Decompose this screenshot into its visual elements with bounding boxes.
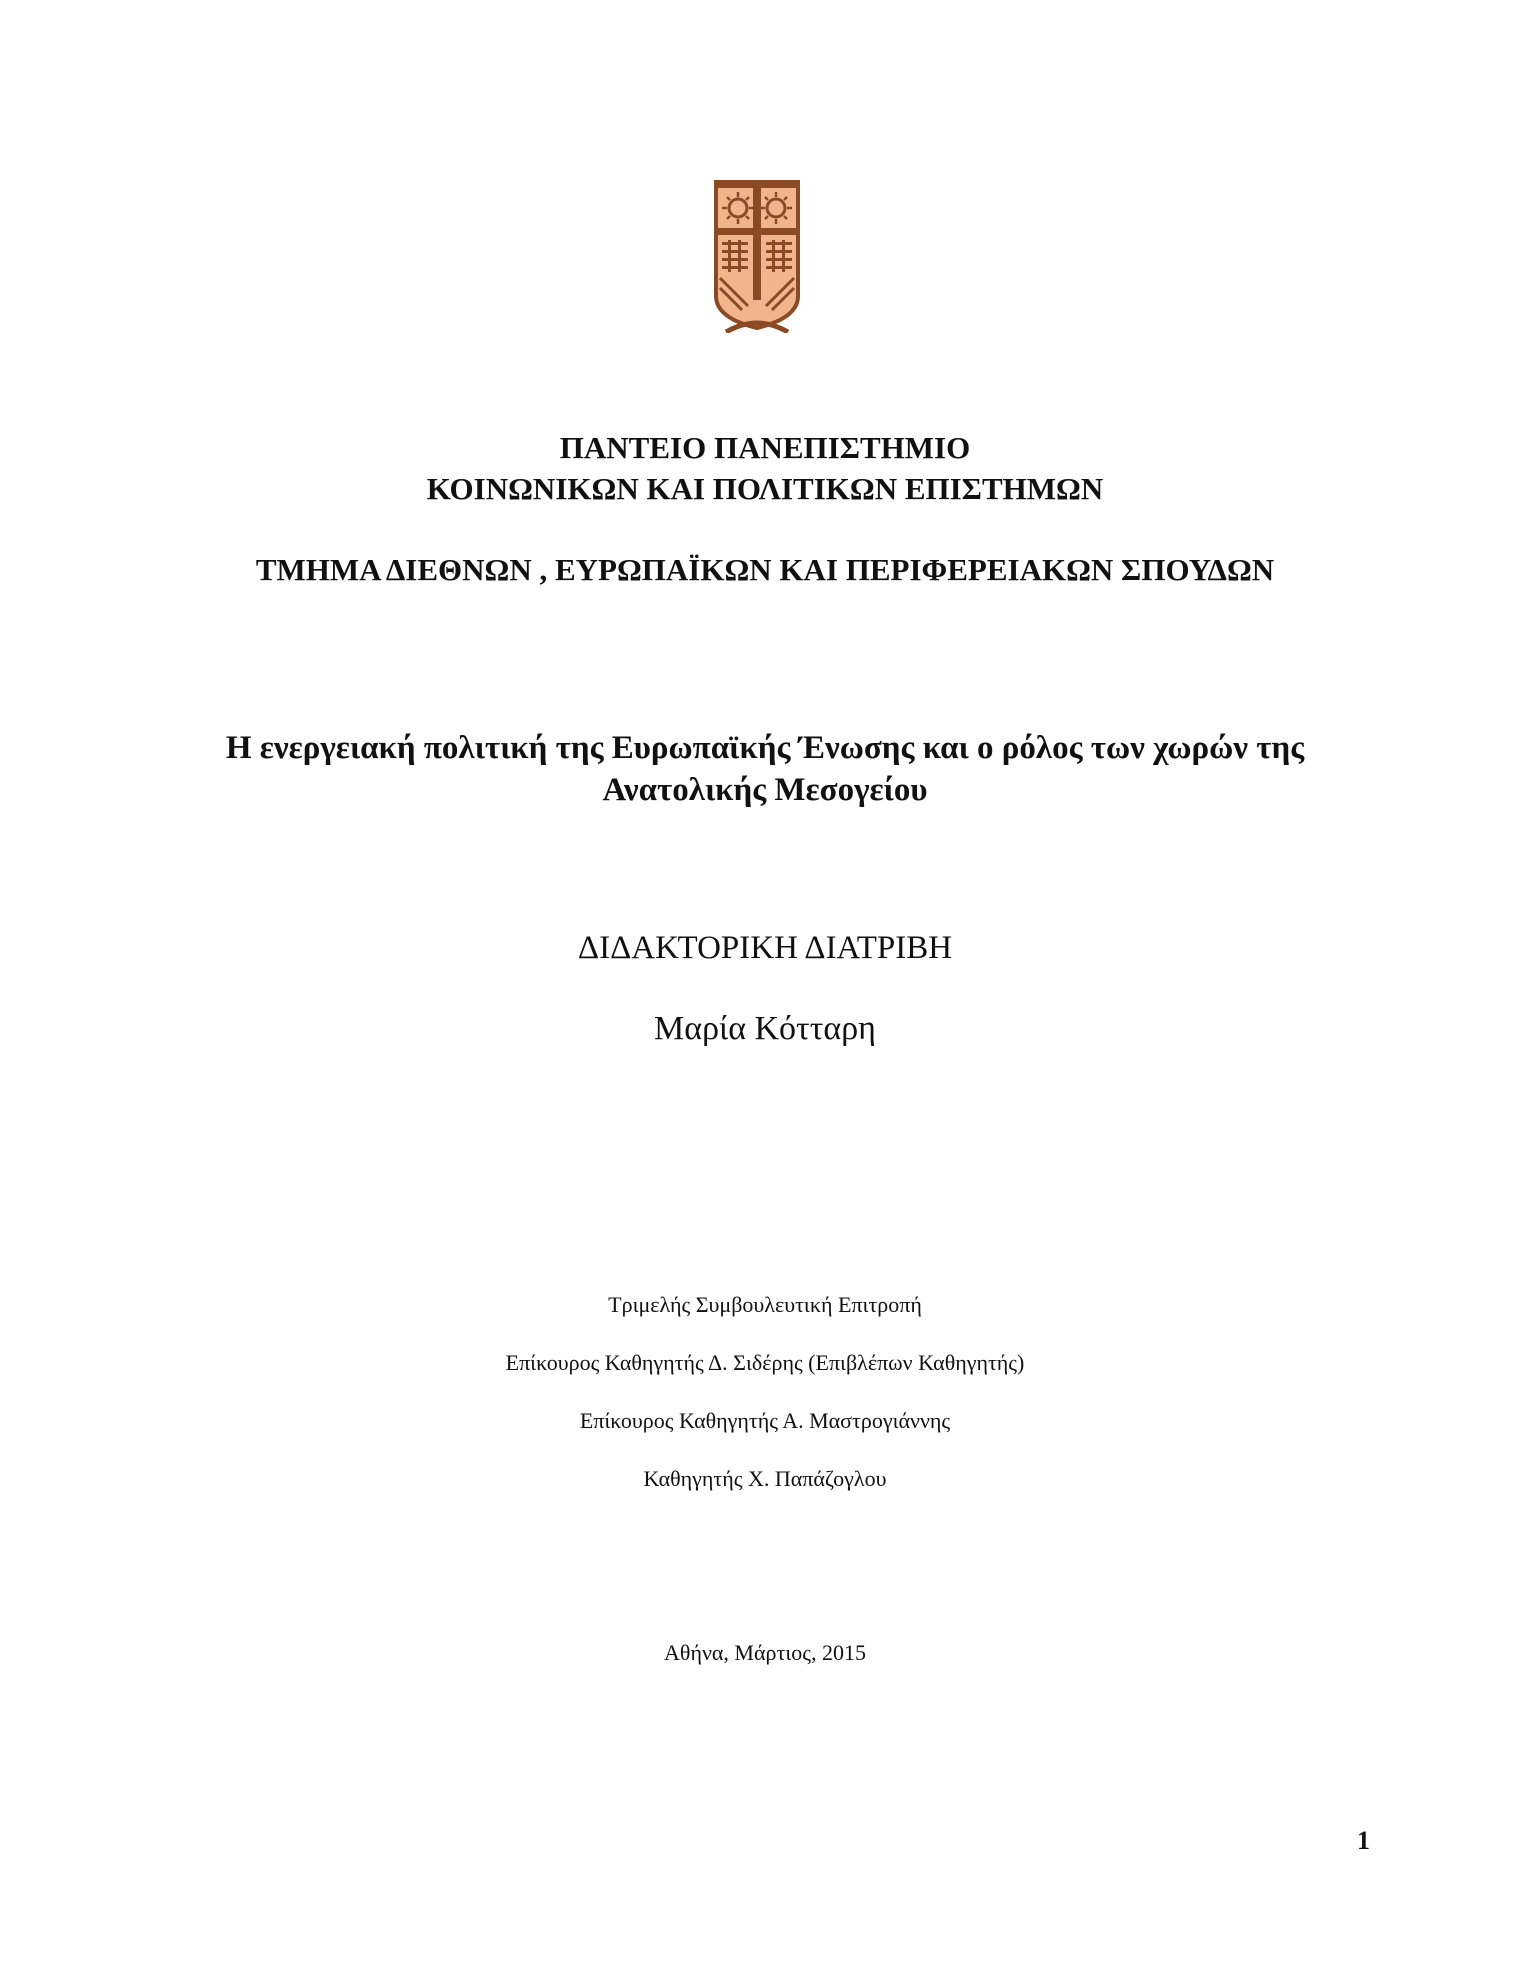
university-emblem [712, 178, 802, 333]
page-number: 1 [1357, 1826, 1370, 1855]
committee-member: Επίκουρος Καθηγητής Δ. Σιδέρης (Επιβλέπων Καθηγητής) [505, 1350, 1025, 1375]
thesis-type: ΔΙΔΑΚΤΟΡΙΚΗ ΔΙΑΤΡΙΒΗ [577, 930, 953, 966]
thesis-title-line-1: Η ενεργειακή πολιτική της Ευρωπαϊκής Ένωσης και ο ρόλος των χωρών της [225, 730, 1305, 766]
author-name: Μαρία Κότταρη [654, 1010, 876, 1047]
thesis-title-line-2: Ανατολικής Μεσογείου [602, 772, 928, 808]
committee-member: Καθηγητής Χ. Παπάζογλου [643, 1466, 887, 1491]
university-name: ΠΑΝΤΕΙΟ ΠΑΝΕΠΙΣΤΗΜΙΟ [559, 430, 971, 465]
school-name: ΚΟΙΝΩΝΙΚΩΝ ΚΑΙ ΠΟΛΙΤΙΚΩΝ ΕΠΙΣΤΗΜΩΝ [426, 471, 1104, 506]
committee-heading: Τριμελής Συμβουλευτική Επιτροπή [608, 1292, 922, 1317]
department-name: ΤΜΗΜΑ ΔΙΕΘΝΩΝ , ΕΥΡΩΠΑΪΚΩΝ ΚΑΙ ΠΕΡΙΦΕΡΕΙΑΚΩΝ ΣΠΟΥΔΩΝ [255, 552, 1275, 587]
committee-member: Επίκουρος Καθηγητής Α. Μαστρογιάννης [579, 1408, 951, 1433]
place-date: Αθήνα, Μάρτιος, 2015 [664, 1640, 866, 1665]
